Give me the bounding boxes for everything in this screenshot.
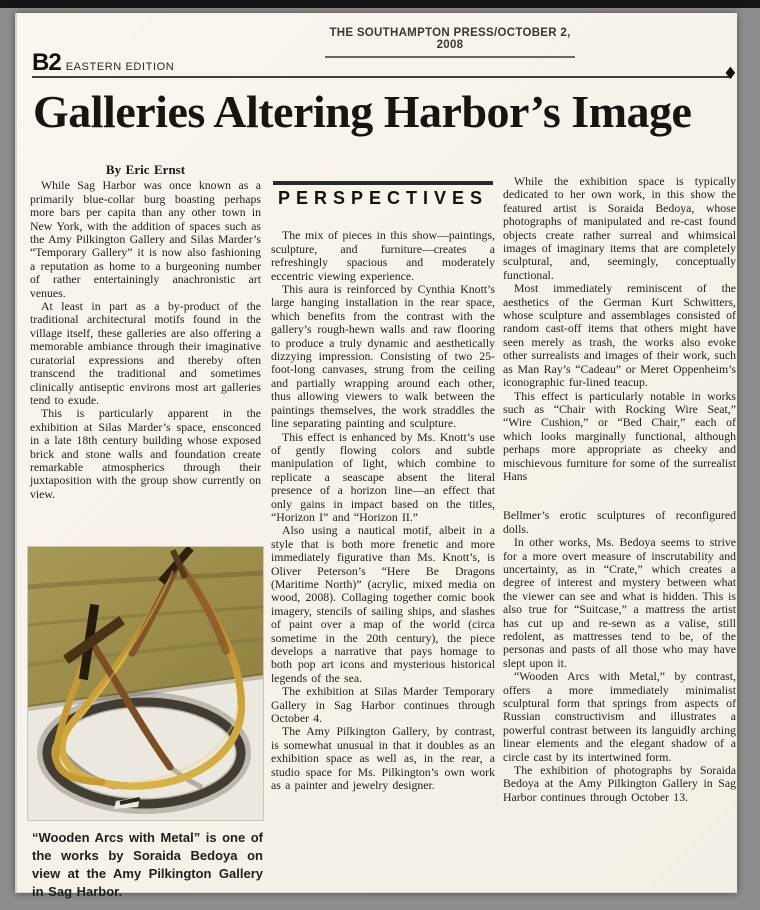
- column-1: [30, 161, 261, 501]
- scan-top-edge: [0, 0, 760, 8]
- column-3-paragraphs: [503, 175, 736, 804]
- column-3: [503, 161, 736, 804]
- paragraph: The exhibition at Silas Marder Temporary Gallery in Sag Harbor continues through October 4.: [271, 684, 495, 726]
- masthead-title: THE SOUTHAMPTON PRESS/OCTOBER 2, 2008: [325, 27, 575, 58]
- edition-label: EASTERN EDITION: [65, 61, 175, 73]
- paragraph: The Amy Pilkington Gallery, by contrast, is somewhat unusual in that it doubles as an exhibition space as well as, in the rear, a studio space for Ms. Pilkington’s own work as a painter and jewelry designer.: [271, 724, 495, 793]
- column-1-paragraphs: [30, 179, 261, 501]
- paragraph: This aura is reinforced by Cynthia Knott’s large hanging installation in the rear space, which benefits from the contrast with the gallery’s rough-hewn walls and raw flooring to produce a truly dynamic and aesthetically dizzying impression. Consisting of two 25-foot-long canvases, strung from the ceiling and partially wrapping around each other, thus allowing viewers to walk between the paintings themselves, the work straddles the line separating painting and sculpture.: [271, 282, 495, 431]
- column-2-paragraphs: [271, 229, 495, 792]
- paragraph: “Wooden Arcs with Metal,” by contrast, offers a more immediately minimalist sculptural form that springs from aspects of Russian constructivism and illustrates a powerful contrast between its languidly arching linear elements and the elegant shadow of a circle cast by its intertwined form.: [503, 669, 736, 764]
- paragraph: While the exhibition space is typically dedicated to her own work, in this show the featured artist is Soraida Bedoya, whose photographs of manipulated and re-cast found objects create rather surreal and whimsical images of imaginary items that are completely sculptural, and, seemingly, conceptually functional.: [503, 174, 736, 282]
- newspaper-page: [15, 13, 738, 899]
- byline: By Eric Ernst: [105, 162, 186, 177]
- paragraph: This effect is enhanced by Ms. Knott’s use of gently flowing colors and subtle manipulation of light, which combine to replicate a seascape absent the literal presence of a horizon line—an effect that only gains in impact based on the titles, “Horizon I” and “Horizon II.”: [271, 429, 495, 524]
- edition-row: [32, 49, 174, 77]
- section-header-rule: [273, 181, 493, 185]
- paragraph: While Sag Harbor was once known as a primarily blue-collar burg boasting perhaps more bars per capita than any other town in New York, with the addition of spaces such as the Amy Pilkington Gallery and Silas Marder’s “Temporary Gallery” it is now also fashioning a reputation as home to a burgeoning number of rather entertainingly anachronistic art venues.: [30, 178, 261, 300]
- section-header: PERSPECTIVES: [277, 188, 489, 208]
- paragraph: Also using a nautical motif, albeit in a style that is both more frenetic and more immediately figurative than Ms. Knott’s, is Oliver Peterson’s “Here Be Dragons (Maritime North)” (acrylic, mixed media on wood, 2008). Collaging together comic book imagery, stencils of sailing ships, and slashes of paint over a map of the world (circa sometime in the 20th century), the piece develops a narrative that pays homage to both pop art icons and mysterious historical legends of the sea.: [271, 523, 495, 685]
- paragraph: At least in part as a by-product of the traditional architectural motifs found in the village itself, these galleries are also offering a memorable ambiance through their imaginative curatorial expressions and thereby often transcend the traditional and sometimes clinically antiseptic environs most art galleries tend to exude.: [30, 299, 261, 407]
- sculpture-photo: [28, 547, 263, 820]
- page-number: B2: [32, 49, 61, 76]
- photo-caption: “Wooden Arcs with Metal” is one of the works by Soraida Bedoya on view at the Amy Pilkington Gallery in Sag Harbor.: [32, 830, 263, 899]
- paragraph: In other works, Ms. Bedoya seems to strive for a more overt measure of inscrutability and uncertainty, as in “Crate,” which creates a degree of interest and mystery between what the viewer can see and what is hidden. This is also true for “Suitcase,” a mattress the artist has cut up and re-sewn as a valise, still redolent, as mattresses tend to be, of the personas and pasts of all those who may have slept upon it.: [503, 535, 736, 670]
- diamond-icon: ♦: [722, 64, 738, 84]
- paragraph: The mix of pieces in this show—paintings, sculpture, and furniture—creates a refreshingly spacious and moderately eccentric viewing experience.: [271, 228, 495, 283]
- paragraph: Most immediately reminiscent of the aesthetics of the German Kurt Schwitters, whose sculpture and assemblages consisted of random cast-off items that others might have seen merely as trash, the works also evoke other surrealists and images of their work, such as Man Ray’s “Cadeau” or Meret Oppenheim’s iconographic fur-lined teacup.: [503, 281, 736, 390]
- column-2: [271, 161, 495, 792]
- paragraph: This effect is particularly notable in works such as “Chair with Rocking Wire Seat,” “Wire Cushion,” or “Bed Chair,” each of which looks marginally functional, although perhaps more appropriate as cheeky and mischievous furniture for some of the surrealist Hans: [503, 388, 736, 483]
- headline: Galleries Altering Harbor’s Image: [33, 86, 692, 137]
- sculpture-photo-image: [28, 547, 263, 820]
- paragraph: Bellmer’s erotic sculptures of reconfigured dolls.: [503, 508, 736, 536]
- paragraph: The exhibition of photographs by Soraida Bedoya at the Amy Pilkington Gallery in Sag Harbor continues through October 13.: [503, 763, 736, 804]
- paragraph: This is particularly apparent in the exhibition at Silas Marder’s space, ensconced in a late 18th century building whose exposed brick and stone walls and foundation create remarkable atmospherics through their juxtaposition with the group show currently on view.: [30, 406, 261, 501]
